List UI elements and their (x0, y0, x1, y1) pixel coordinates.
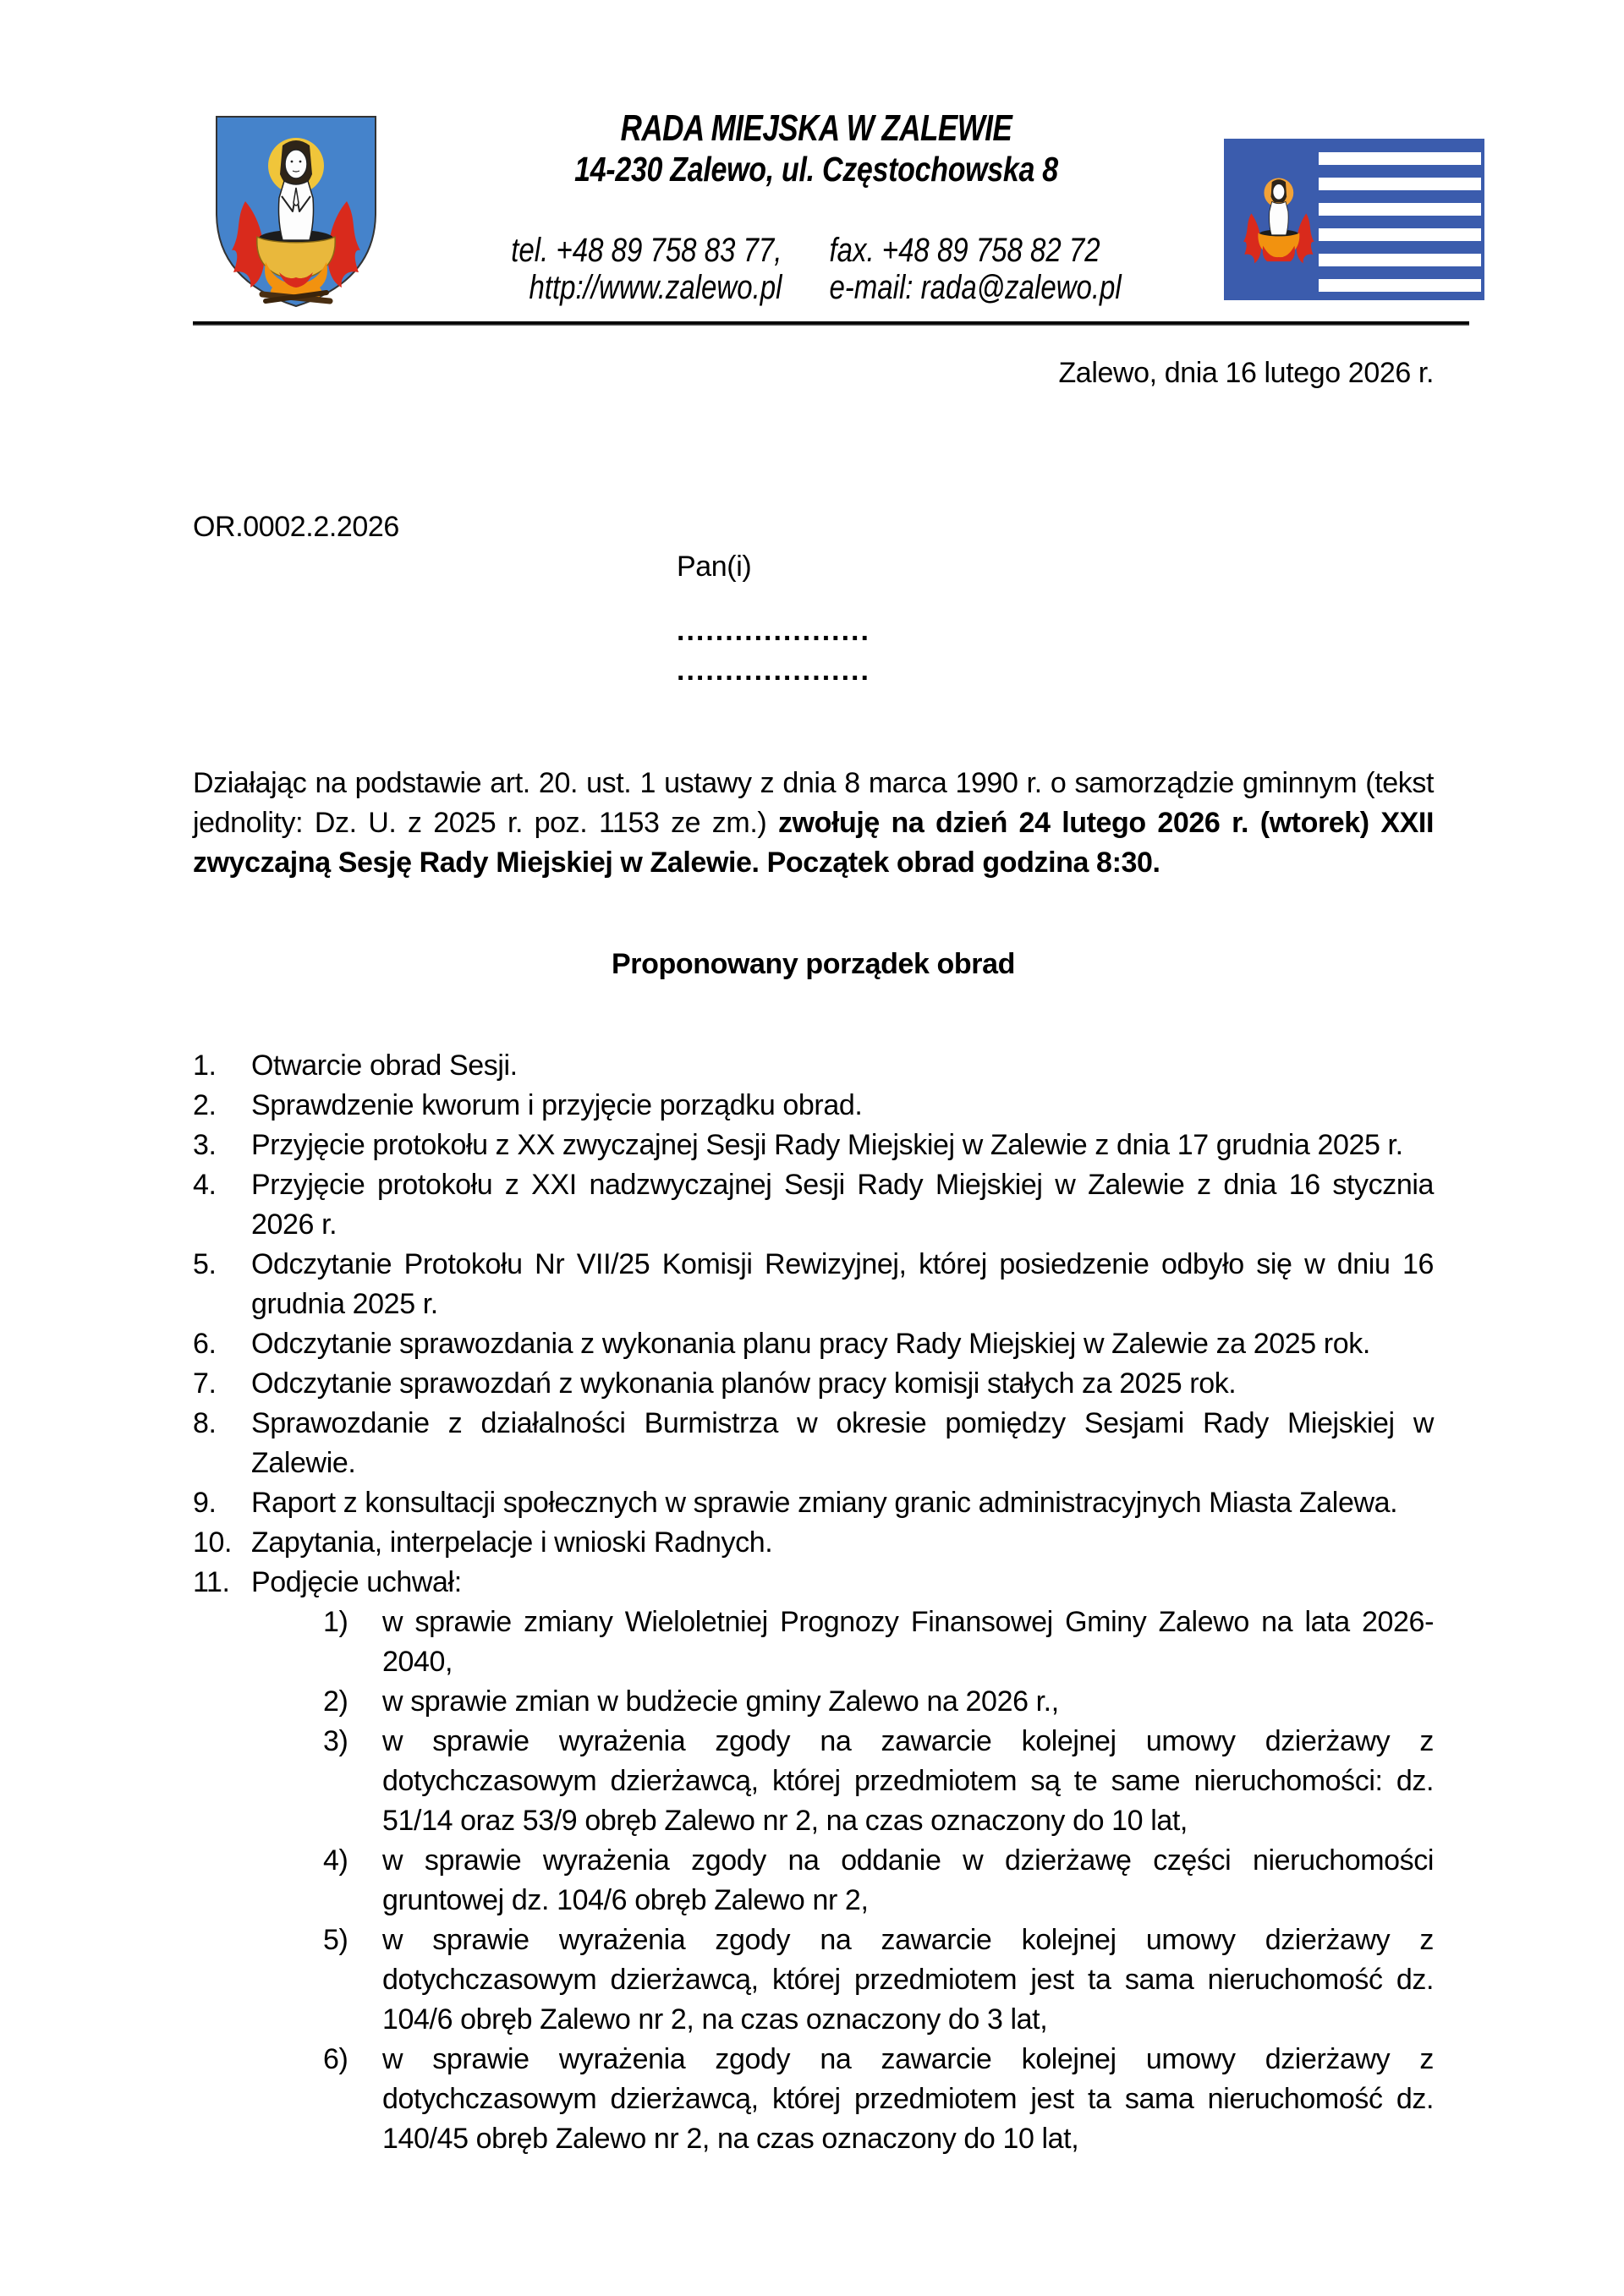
org-name: RADA MIEJSKA W ZALEWIE (620, 107, 1012, 149)
dateline: Zalewo, dnia 16 lutego 2026 r. (1058, 357, 1434, 389)
reference-number: OR.0002.2.2026 (193, 511, 399, 543)
agenda-item (193, 1563, 1434, 1603)
agenda-item (193, 1404, 1434, 1483)
intro-paragraph (193, 764, 1434, 883)
resolution-item-text: w sprawie wyrażenia zgody na oddanie w dzierżawę części nieruchomości gruntowej dz. 104/6 obręb Zalewo nr 2, (382, 1844, 1434, 1916)
resolution-item (323, 1841, 1434, 1921)
resolution-item-text: w sprawie wyrażenia zgody na zawarcie kolejnej umowy dzierżawy z dotychczasowym dzierżawcą, której przedmiotem jest ta sama nieruchomość dz. 140/45 obręb Zalewo nr 2, na czas oznaczony do 10 lat, (382, 2043, 1434, 2155)
letter-body (193, 353, 1434, 2159)
agenda-item (193, 1086, 1434, 1126)
agenda-item-text: Przyjęcie protokołu z XXI nadzwyczajnej Sesji Rady Miejskiej w Zalewie z dnia 16 stycznia 2026 r. (251, 1169, 1434, 1241)
agenda-list (193, 1046, 1434, 1603)
agenda-item-number: 2. (193, 1089, 217, 1121)
resolution-item-text: w sprawie wyrażenia zgody na zawarcie kolejnej umowy dzierżawy z dotychczasowym dzierżawcą, której przedmiotem są te same nieruchomości: dz. 51/14 oraz 53/9 obręb Zalewo nr 2, na czas oznaczony do 10 lat, (382, 1725, 1434, 1837)
agenda-item-text: Zapytania, interpelacje i wnioski Radnych. (251, 1526, 773, 1559)
addressee-placeholder-line: .................... (677, 655, 870, 687)
agenda-item-number: 7. (193, 1367, 217, 1400)
agenda-title: Proponowany porządek obrad (612, 948, 1015, 980)
resolution-item (323, 2040, 1434, 2159)
header-divider (193, 321, 1469, 326)
addressee-placeholders (677, 611, 1434, 691)
resolutions-list (323, 1603, 1434, 2159)
agenda-item (193, 1324, 1434, 1364)
agenda-item-number: 4. (193, 1169, 217, 1201)
resolution-item-number: 3) (323, 1725, 348, 1757)
addressee-salutation: Pan(i) (677, 551, 752, 583)
agenda-item-text: Odczytanie sprawozdania z wykonania planu pracy Rady Miejskiej w Zalewie za 2025 rok. (251, 1328, 1370, 1360)
contacts-right-column (829, 232, 1121, 306)
contact-phone: tel. +48 89 758 83 77, (511, 231, 782, 269)
resolution-item (323, 1722, 1434, 1841)
agenda-item (193, 1364, 1434, 1404)
agenda-item-text: Raport z konsultacji społecznych w sprawie zmiany granic administracyjnych Miasta Zalewa. (251, 1487, 1398, 1519)
agenda-item (193, 1126, 1434, 1165)
org-address: 14-230 Zalewo, ul. Częstochowska 8 (574, 151, 1058, 189)
flag-image (1224, 139, 1484, 300)
agenda-item-number: 10. (193, 1526, 233, 1559)
resolution-item-number: 1) (323, 1606, 348, 1638)
agenda-item (193, 1245, 1434, 1324)
resolution-item-number: 5) (323, 1924, 348, 1956)
resolution-item (323, 1603, 1434, 1682)
resolution-item-number: 4) (323, 1844, 348, 1877)
resolution-item-text: w sprawie zmiany Wieloletniej Prognozy Finansowej Gminy Zalewo na lata 2026-2040, (382, 1606, 1434, 1678)
agenda-item-number: 8. (193, 1407, 217, 1439)
resolution-item (323, 1682, 1434, 1722)
letterhead-contacts (389, 232, 1243, 306)
resolution-item-number: 6) (323, 2043, 348, 2075)
agenda-item-text: Przyjęcie protokołu z XX zwyczajnej Sesji Rady Miejskiej w Zalewie z dnia 17 grudnia 2025 r. (251, 1129, 1403, 1161)
agenda-item (193, 1483, 1434, 1523)
agenda-item-number: 3. (193, 1129, 217, 1161)
agenda-item-text: Podjęcie uchwał: (251, 1566, 462, 1598)
agenda-item-number: 9. (193, 1487, 217, 1519)
resolution-item (323, 1921, 1434, 2040)
agenda-item-text: Sprawozdanie z działalności Burmistrza w okresie pomiędzy Sesjami Rady Miejskiej w Zalewie. (251, 1407, 1434, 1479)
agenda-item-text: Odczytanie Protokołu Nr VII/25 Komisji Rewizyjnej, której posiedzenie odbyło się w dniu 16 grudnia 2025 r. (251, 1248, 1434, 1320)
addressee-placeholder-line: .................... (677, 615, 870, 647)
agenda-item-text: Sprawdzenie kworum i przyjęcie porządku obrad. (251, 1089, 863, 1121)
contact-fax: fax. +48 89 758 82 72 (829, 231, 1100, 269)
agenda-item-text: Otwarcie obrad Sesji. (251, 1049, 518, 1082)
agenda-item-number: 6. (193, 1328, 217, 1360)
agenda-item (193, 1523, 1434, 1563)
agenda-item (193, 1046, 1434, 1086)
letterhead (389, 107, 1243, 306)
agenda-item-text: Odczytanie sprawozdań z wykonania planów pracy komisji stałych za 2025 rok. (251, 1367, 1237, 1400)
addressee-block (677, 547, 1434, 691)
resolution-item-text: w sprawie zmian w budżecie gminy Zalewo na 2026 r., (382, 1685, 1059, 1718)
convocation-text: zwołuję na dzień 24 lutego 2026 r. (wtorek) XXII zwyczajną Sesję Rady Miejskiej w Zalewie. Początek obrad godzina 8:30. (193, 807, 1434, 879)
contacts-left-column (511, 232, 782, 306)
agenda-item-number: 1. (193, 1049, 217, 1082)
agenda-item-number: 5. (193, 1248, 217, 1280)
agenda-item-number: 11. (193, 1566, 230, 1598)
resolution-item-number: 2) (323, 1685, 348, 1718)
contact-email: e-mail: rada@zalewo.pl (829, 268, 1122, 306)
contact-website: http://www.zalewo.pl (529, 268, 782, 306)
legal-basis-text: Działając na podstawie art. 20. ust. 1 ustawy z dnia 8 marca 1990 r. o samorządzie gminnym (tekst jednolity: Dz. U. z 2025 r. poz. 1153 ze zm.) (193, 767, 1434, 839)
resolution-item-text: w sprawie wyrażenia zgody na zawarcie kolejnej umowy dzierżawy z dotychczasowym dzierżawcą, której przedmiotem jest ta sama nieruchomość dz. 104/6 obręb Zalewo nr 2, na czas oznaczony do 3 lat, (382, 1924, 1434, 2036)
coat-of-arms-image (213, 113, 379, 310)
agenda-item (193, 1165, 1434, 1245)
